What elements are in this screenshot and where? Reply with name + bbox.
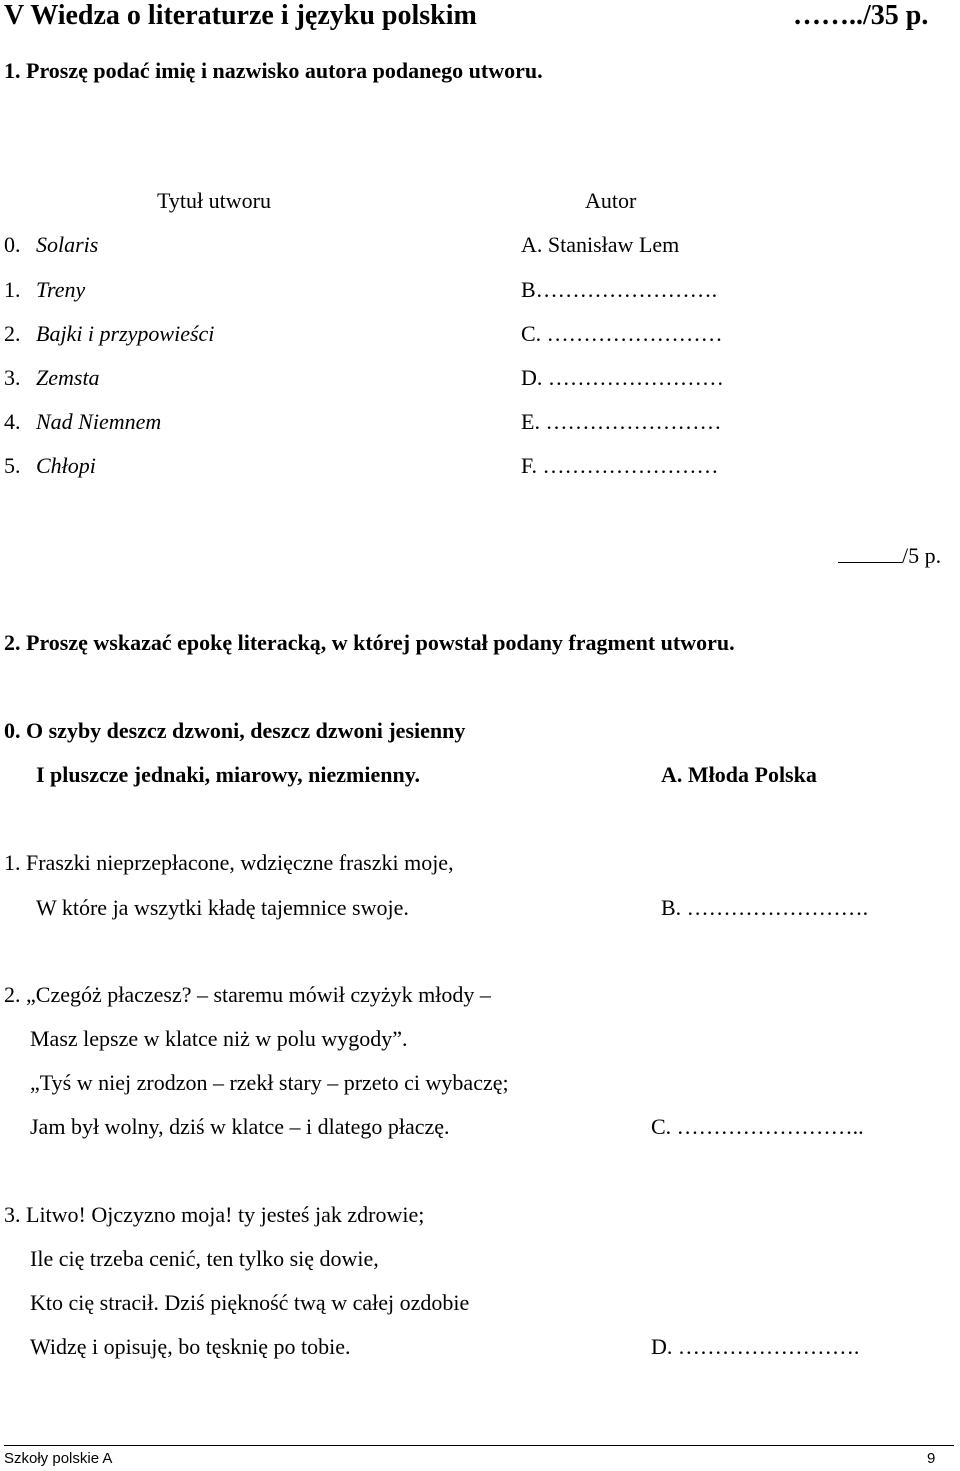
work-title: Chłopi xyxy=(36,453,96,478)
work-title: Treny xyxy=(36,277,86,302)
example-0-answer: A. Młoda Polska xyxy=(661,762,817,787)
author-answer: A. Stanisław Lem xyxy=(521,232,680,257)
row-number: 3. xyxy=(4,365,21,390)
work-title: Nad Niemnem xyxy=(36,409,162,434)
work-title: Bajki i przypowieści xyxy=(36,321,215,346)
excerpt-2-line-1: 2. „Czegóż płaczesz? – staremu mówił czyżyk młody – xyxy=(4,982,491,1007)
epoch-answer-field-b[interactable]: B. ……………………. xyxy=(661,895,869,920)
author-answer-field[interactable]: E. …………………… xyxy=(521,409,722,434)
work-title: Zemsta xyxy=(36,365,100,390)
example-0-line-2: I pluszcze jednaki, miarowy, niezmienny. xyxy=(36,762,420,787)
page-number: 9 xyxy=(927,1450,936,1467)
task1-points xyxy=(838,542,941,569)
excerpt-3-line-4: Widzę i opisuję, bo tęsknię po tobie. xyxy=(30,1334,351,1359)
excerpt-2-line-4: Jam był wolny, dziś w klatce – i dlatego płaczę. xyxy=(30,1114,450,1139)
author-answer-field[interactable]: B……………………. xyxy=(521,277,718,302)
row-number: 0. xyxy=(4,232,21,257)
author-answer-field[interactable]: C. …………………… xyxy=(521,321,723,346)
epoch-answer-field-c[interactable]: C. …………………….. xyxy=(651,1114,864,1139)
row-number: 5. xyxy=(4,453,21,478)
epoch-answer-field-d[interactable]: D. ……………………. xyxy=(651,1334,860,1359)
section-title: V Wiedza o literaturze i języku polskim xyxy=(4,0,477,31)
section-score: ……../35 p. xyxy=(793,0,929,31)
excerpt-3-line-1: 3. Litwo! Ojczyzno moja! ty jesteś jak zdrowie; xyxy=(4,1202,425,1227)
row-number: 4. xyxy=(4,409,21,434)
author-answer-field[interactable]: D. …………………… xyxy=(521,365,724,390)
work-title: Solaris xyxy=(36,232,99,257)
points-label: /5 p. xyxy=(902,543,942,568)
excerpt-2-line-2: Masz lepsze w klatce niż w polu wygody”. xyxy=(30,1026,408,1051)
task1-instruction: 1. Proszę podać imię i nazwisko autora podanego utworu. xyxy=(4,58,543,83)
footer-divider xyxy=(4,1445,954,1446)
row-number: 2. xyxy=(4,321,21,346)
task2-instruction: 2. Proszę wskazać epokę literacką, w której powstał podany fragment utworu. xyxy=(4,630,735,655)
excerpt-2-line-3: „Tyś w niej zrodzon – rzekł stary – przeto ci wybaczę; xyxy=(30,1070,509,1095)
row-number: 1. xyxy=(4,277,21,302)
column-header-author: Autor xyxy=(585,188,637,213)
example-0-line-1: 0. O szyby deszcz dzwoni, deszcz dzwoni jesienny xyxy=(4,718,466,743)
excerpt-1-line-2: W które ja wszytki kładę tajemnice swoje. xyxy=(36,895,409,920)
author-answer-field[interactable]: F. …………………… xyxy=(521,453,719,478)
footer-text: Szkoły polskie A xyxy=(4,1450,113,1467)
excerpt-3-line-3: Kto cię stracił. Dziś piękność twą w całej ozdobie xyxy=(30,1290,470,1315)
column-header-title: Tytuł utworu xyxy=(157,188,271,213)
excerpt-1-line-1: 1. Fraszki nieprzepłacone, wdzięczne fraszki moje, xyxy=(4,850,454,875)
points-blank[interactable] xyxy=(838,542,902,563)
excerpt-3-line-2: Ile cię trzeba cenić, ten tylko się dowie, xyxy=(30,1246,379,1271)
